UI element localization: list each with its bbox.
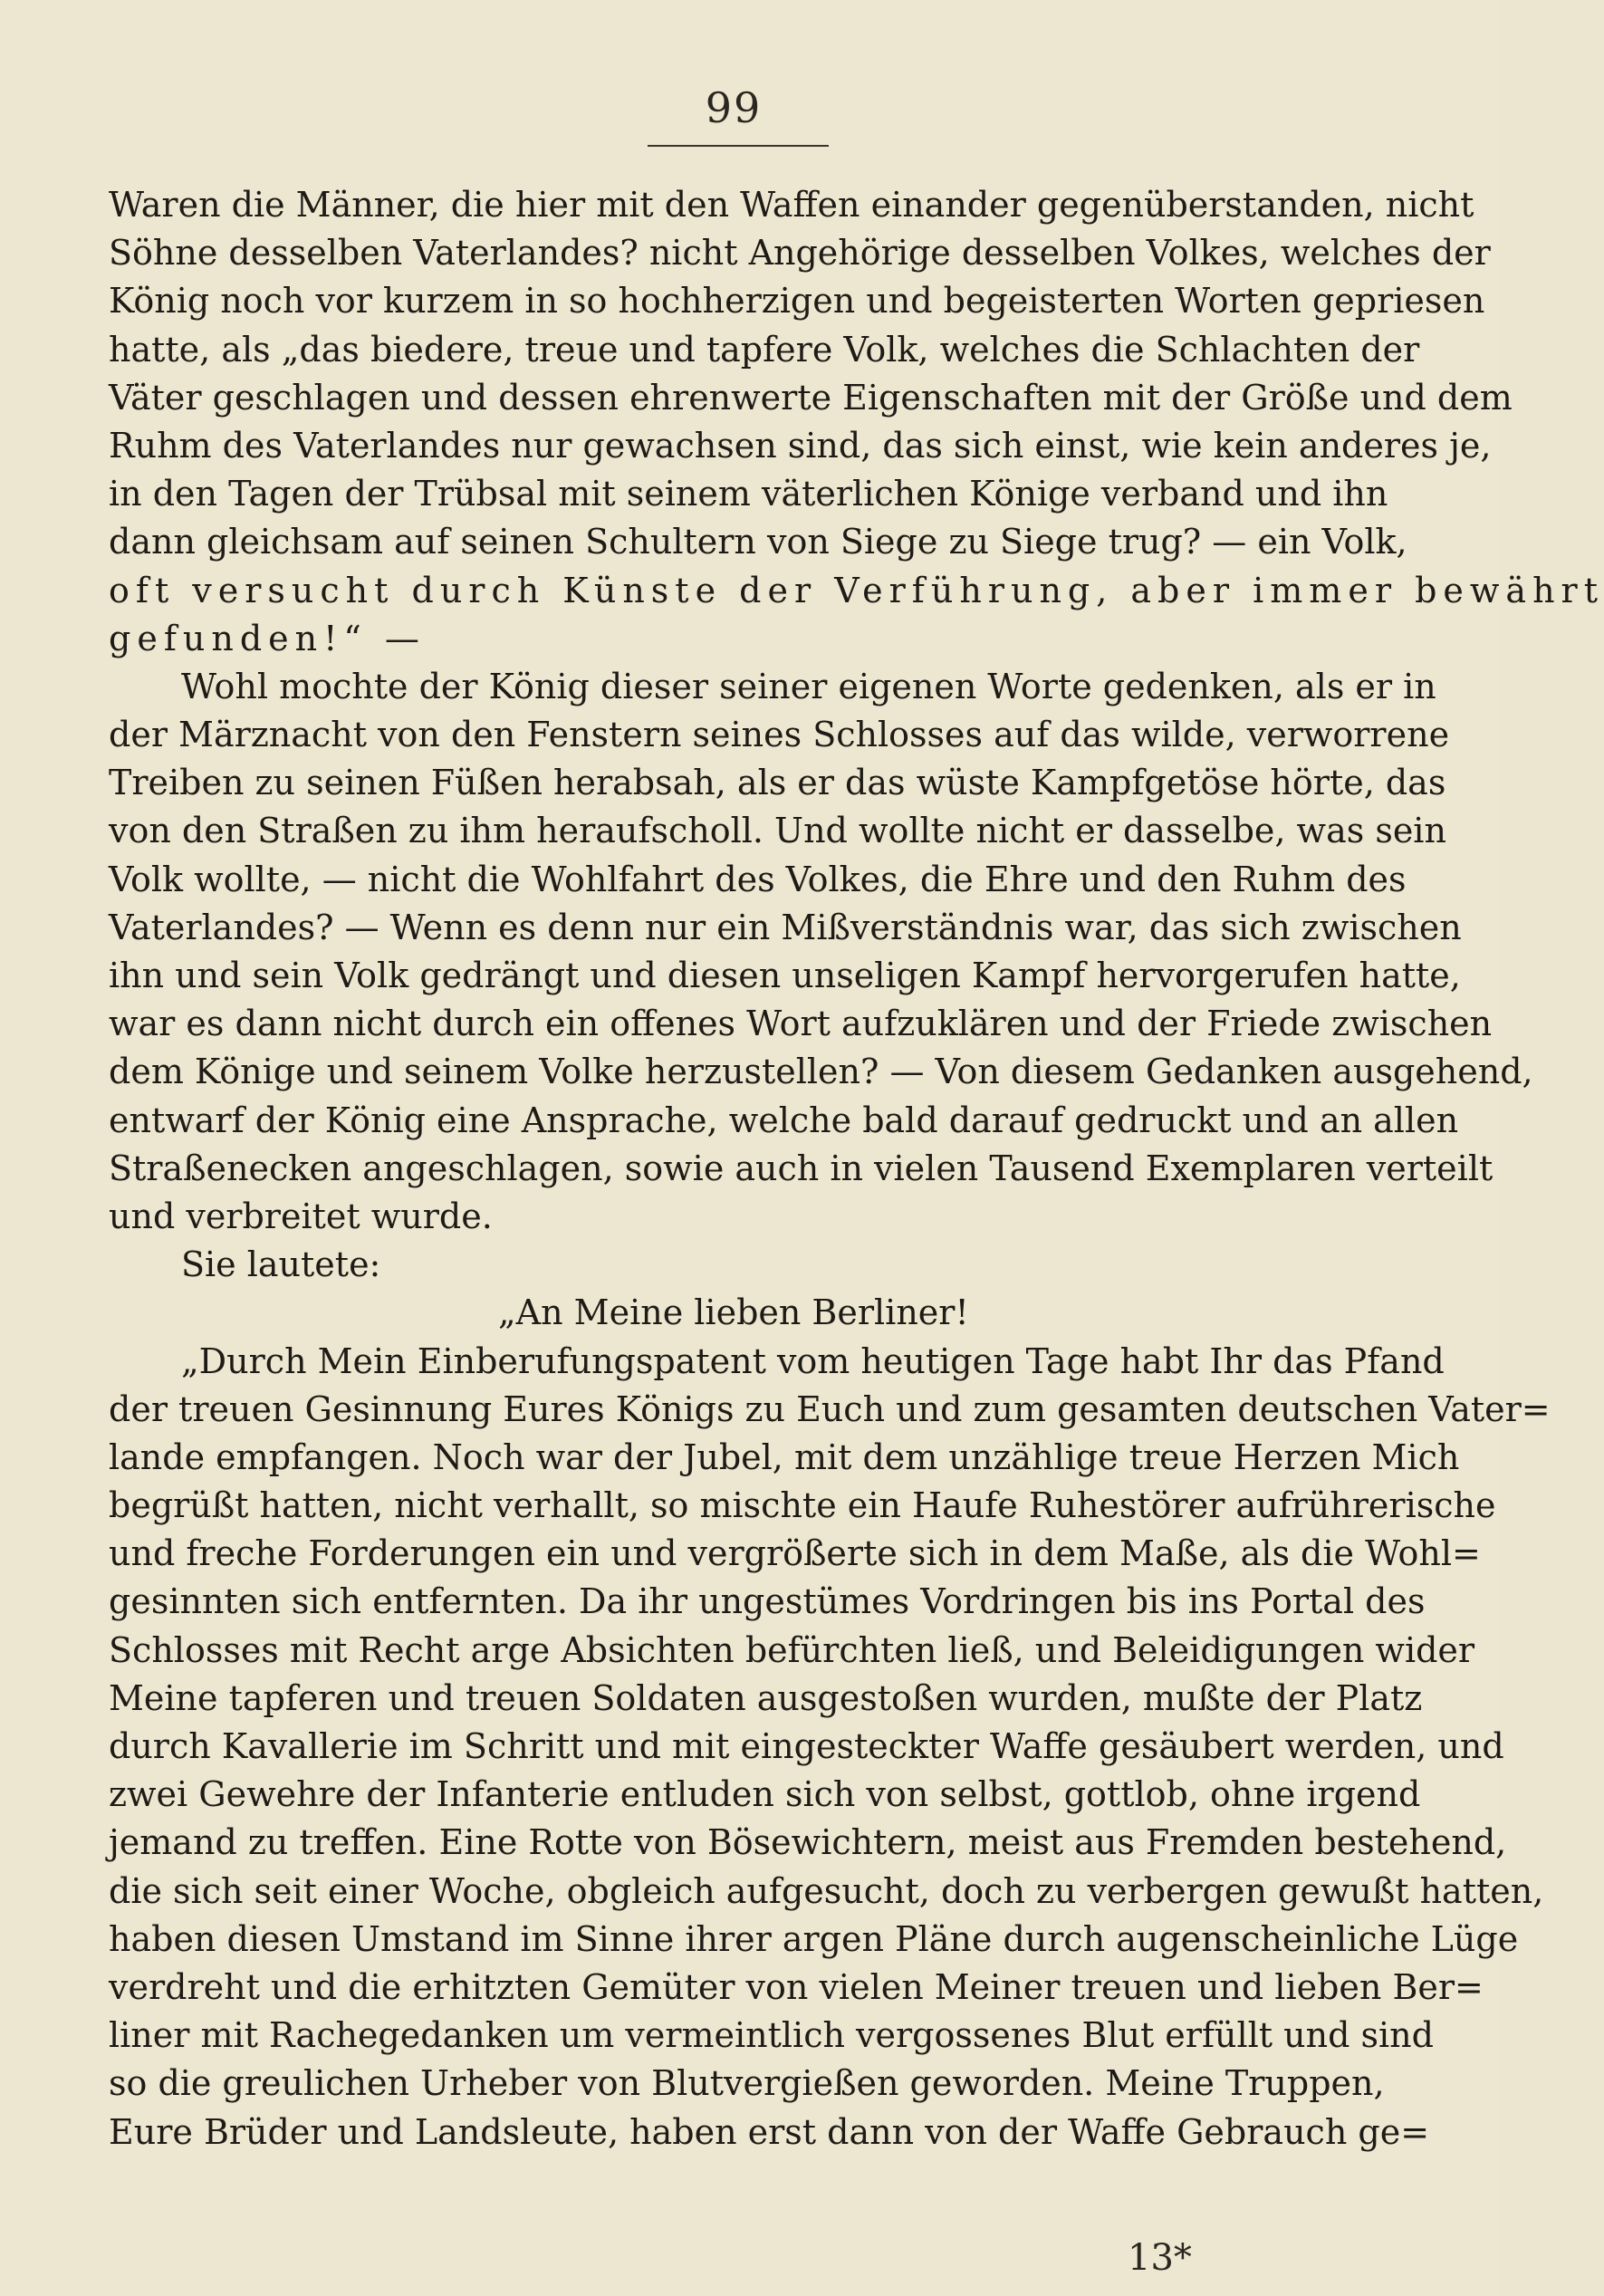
text-line: Schlosses mit Recht arge Absichten befürchten ließ, und Beleidigungen wider [109, 1629, 1475, 1670]
text-line: und verbreitet wurde. [109, 1196, 493, 1236]
text-line: zwei Gewehre der Infanterie entluden sich von selbst, gottlob, ohne irgend [109, 1774, 1421, 1815]
text-line: Waren die Männer, die hier mit den Waffen einander gegenüberstanden, nicht [109, 185, 1474, 225]
text-line: und freche Forderungen ein und vergrößerte sich in dem Maße, als die Wohl= [109, 1533, 1481, 1574]
text-line: lande empfangen. Noch war der Jubel, mit dem unzählige treue Herzen Mich [109, 1436, 1460, 1477]
text-line: entwarf der König eine Ansprache, welche bald darauf gedruckt und an allen [109, 1100, 1459, 1140]
text-line: gesinnten sich entfernten. Da ihr ungestümes Vordringen bis ins Portal des [109, 1581, 1426, 1622]
text-line: Söhne desselben Vaterlandes? nicht Angehörige desselben Volkes, welches der [109, 233, 1491, 274]
text-line: ihn und sein Volk gedrängt und diesen unseligen Kampf hervorgerufen hatte, [109, 956, 1461, 995]
text-line: liner mit Rachegedanken um vermeintlich vergossenes Blut erfüllt und sind [109, 2015, 1434, 2056]
header-rule [648, 145, 829, 147]
text-line: von den Straßen zu ihm heraufscholl. Und wollte nicht er dasselbe, was sein [109, 811, 1446, 851]
paragraph-start: Sie lautete: [181, 1244, 381, 1285]
text-line: Meine tapferen und treuen Soldaten ausgestoßen wurden, mußte der Platz [109, 1677, 1423, 1718]
paragraph-start: Wohl mochte der König dieser seiner eigenen Worte gedenken, als er in [181, 666, 1436, 706]
text-line: die sich seit einer Woche, obgleich aufgesucht, doch zu verbergen gewußt hatten, [109, 1870, 1544, 1911]
text-line: der treuen Gesinnung Eures Königs zu Euch und zum gesamten deutschen Vater= [109, 1388, 1551, 1429]
proclamation-heading: „An Meine lieben Berliner! [498, 1292, 969, 1333]
text-line: in den Tagen der Trübsal mit seinem väterlichen Könige verband und ihn [109, 474, 1388, 514]
text-line: so die greulichen Urheber von Blutvergießen geworden. Meine Truppen, [109, 2063, 1385, 2104]
text-line: haben diesen Umstand im Sinne ihrer argen Pläne durch augenscheinliche Lüge [109, 1918, 1519, 1959]
text-line: jemand zu treffen. Eine Rotte von Bösewichtern, meist aus Fremden bestehend, [109, 1822, 1507, 1863]
text-line: dann gleichsam auf seinen Schultern von Siege zu Siege trug? — ein Volk, [109, 522, 1407, 562]
text-line: gefunden!“ — [109, 618, 426, 658]
text-line: König noch vor kurzem in so hochherzigen und begeisterten Worten gepriesen [109, 281, 1485, 322]
text-line: Treiben zu seinen Füßen herabsah, als er das wüste Kampfgetöse hörte, das [109, 763, 1446, 803]
text-line: der Märznacht von den Fenstern seines Schlosses auf das wilde, verworrene [109, 715, 1450, 755]
text-line: hatte, als „das biedere, treue und tapfere Volk, welches die Schlachten der [109, 329, 1420, 370]
text-line: dem Könige und seinem Volke herzustellen? — Von diesem Gedanken ausgehend, [109, 1052, 1533, 1092]
text-line: Ruhm des Vaterlandes nur gewachsen sind, das sich einst, wie kein anderes je, [109, 425, 1492, 466]
text-line: war es dann nicht durch ein offenes Wort aufzuklären und der Friede zwischen [109, 1004, 1493, 1044]
text-line: verdreht und die erhitzten Gemüter von vielen Meiner treuen und lieben Ber= [109, 1966, 1484, 2007]
text-line: Väter geschlagen und dessen ehrenwerte Eigenschaften mit der Größe und dem [109, 377, 1513, 418]
paragraph-start: „Durch Mein Einberufungspatent vom heutigen Tage habt Ihr das Pfand [181, 1340, 1445, 1381]
text-line: Straßenecken angeschlagen, sowie auch in vielen Tausend Exemplaren verteilt [109, 1148, 1494, 1188]
text-line: Vaterlandes? — Wenn es denn nur ein Mißverständnis war, das sich zwischen [109, 907, 1462, 947]
text-line: oft versucht durch Künste der Verführung, aber immer bewährt [109, 570, 1604, 610]
text-line: begrüßt hatten, nicht verhallt, so mischte ein Haufe Ruhestörer aufrührerische [109, 1485, 1496, 1526]
text-line: durch Kavallerie im Schritt und mit eingesteckter Waffe gesäubert werden, und [109, 1726, 1504, 1766]
signature-mark: 13* [1128, 2237, 1192, 2279]
page-number: 99 [705, 83, 763, 132]
text-line: Volk wollte, — nicht die Wohlfahrt des Volkes, die Ehre und den Ruhm des [109, 859, 1407, 899]
text-line: Eure Brüder und Landsleute, haben erst dann von der Waffe Gebrauch ge= [109, 2111, 1430, 2152]
body-text [109, 181, 1604, 2157]
